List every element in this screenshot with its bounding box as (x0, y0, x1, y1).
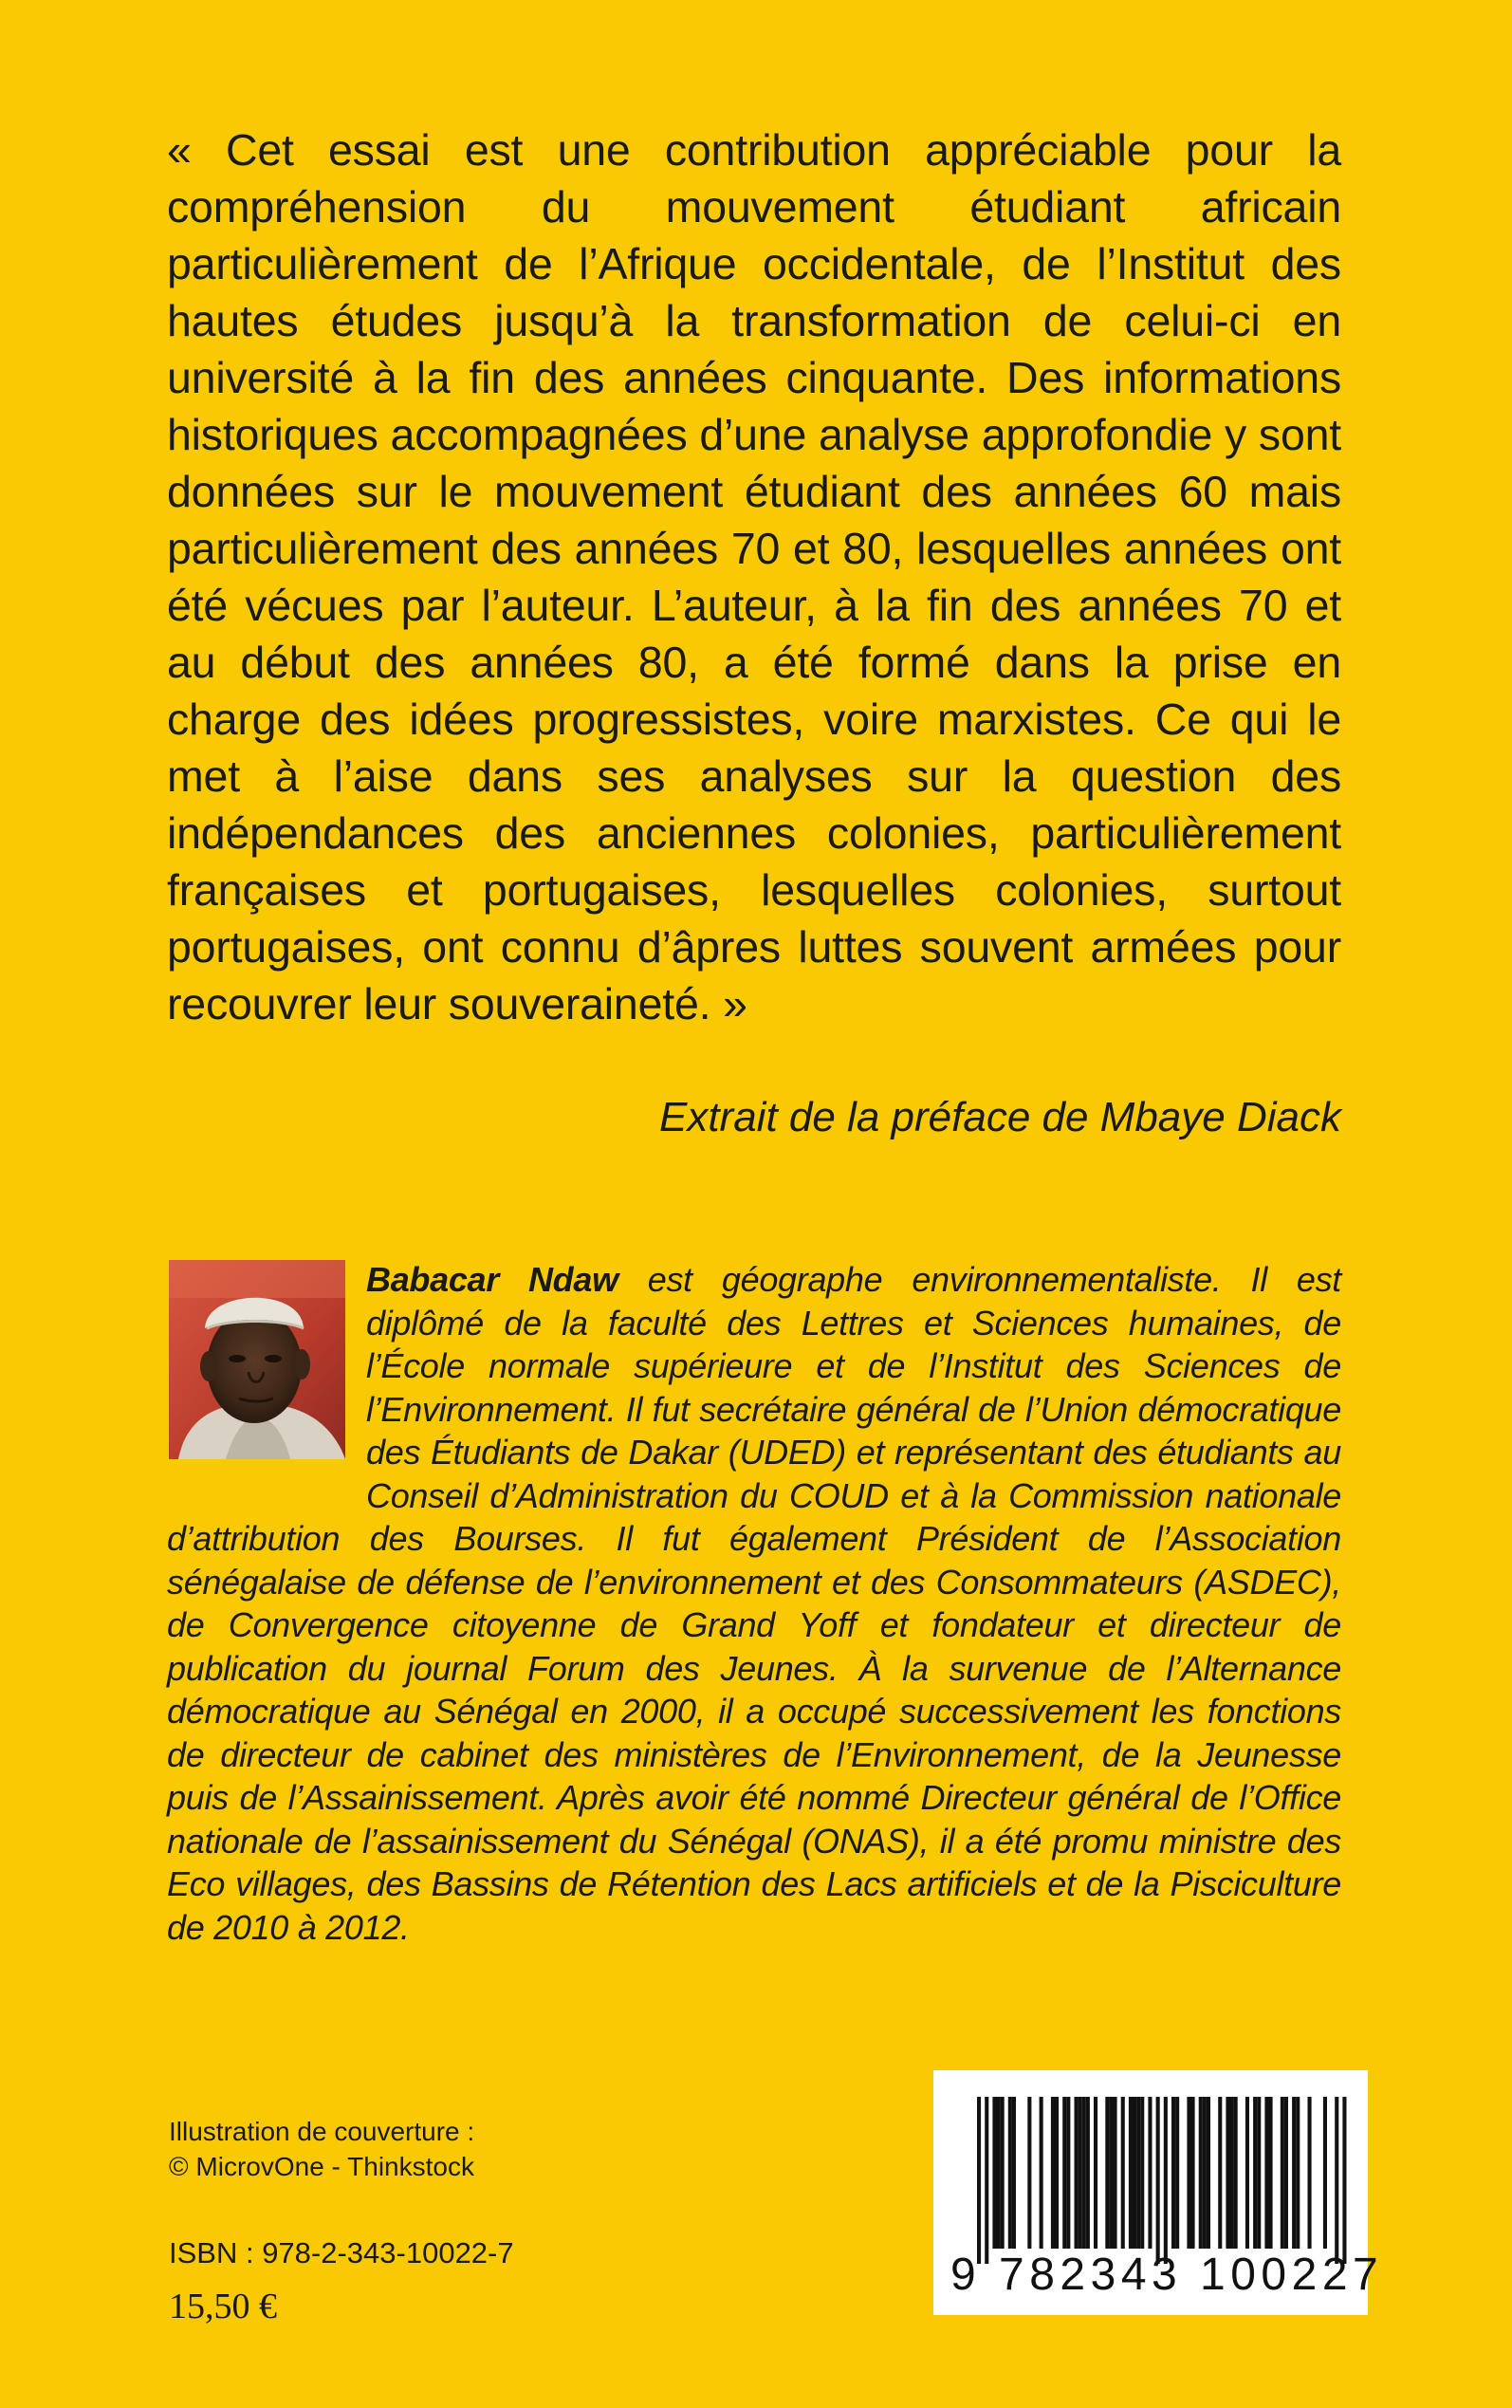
barcode-guard-bar (1156, 2097, 1160, 2264)
barcode-bar (1055, 2097, 1059, 2249)
barcode-bar (1199, 2097, 1203, 2249)
barcode-guard-bar (1164, 2097, 1168, 2264)
barcode-guard-bar (985, 2097, 988, 2264)
barcode-bar (1257, 2097, 1261, 2249)
barcode-bar (1012, 2097, 1016, 2249)
barcode-bar (1148, 2097, 1152, 2249)
author-bio-text: est géographe environnementaliste. Il est diplômé de la faculté des Lettres et Sciences humaines, de l’École normale supérieure et de l’Institut des Sciences de l’Environnement. Il fut secrétaire général de l’Union démocratique des Étudiants de Dakar (UDED) et représentant des étudiants au Conseil d’Administration du COUD et à la Commission nationale d’attribution des Bourses. Il fut également Président de l’Association sénégalaise de défense de l’environnement et des Consommateurs (ASDEC), de Convergence citoyenne de Grand Yoff et fondateur et directeur de publication du journal Forum des Jeunes. À la survenue de l’Alternance démocratique au Sénégal en 2000, il a occupé successivement les fonctions de directeur de cabinet des ministères de l’Environnement, de la Jeunesse puis de l’Assainissement. Après avoir été nommé Directeur général de l’Office nationale de l’assainissement du Sénégal (ONAS), il a été promu ministre des Eco villages, des Bassins de Rétention des Lacs artificiels et de la Pisciculture de 2010 à 2012. (167, 1260, 1341, 1947)
cover-credit-line-2: © MicrovOne - Thinkstock (169, 2152, 474, 2181)
barcode-bar (1234, 2097, 1238, 2249)
barcode-bar (1218, 2097, 1222, 2249)
barcode-bar (1094, 2097, 1097, 2249)
barcode-bar (1175, 2097, 1179, 2249)
price: 15,50 € (169, 2287, 277, 2326)
barcode-bar (1281, 2097, 1284, 2249)
barcode-bar (1079, 2097, 1082, 2249)
barcode-bar (1284, 2097, 1288, 2249)
barcode-bar (1133, 2097, 1136, 2249)
barcode-guard-bar (1342, 2097, 1346, 2264)
barcode-bar (1230, 2097, 1234, 2249)
barcode-bar (1136, 2097, 1140, 2249)
cover-credit-line-1: Illustration de couverture : (169, 2117, 475, 2146)
barcode-bar (1040, 2097, 1043, 2249)
barcode-bar (1121, 2097, 1125, 2249)
author-bio (167, 1258, 1341, 1949)
barcode-guard-bar (1335, 2097, 1338, 2264)
barcode-bar (1308, 2097, 1312, 2249)
barcode-bar (1269, 2097, 1273, 2249)
barcode-bar (1207, 2097, 1210, 2249)
barcode-bar (1129, 2097, 1133, 2249)
barcode-bar (1171, 2097, 1175, 2249)
barcode-digits: 9 782343 100227 (950, 2250, 1384, 2300)
photo-text-wrap-spacer (167, 1258, 366, 1474)
barcode-bar (1066, 2097, 1070, 2249)
author-name: Babacar Ndaw (366, 1260, 618, 1299)
barcode-bar (1062, 2097, 1066, 2249)
barcode-guard-bar (977, 2097, 981, 2264)
barcode-bar (1264, 2097, 1268, 2249)
barcode-bar (1051, 2097, 1055, 2249)
barcode-bar (1187, 2097, 1190, 2249)
barcode-bar (1114, 2097, 1117, 2249)
barcode-bar (1086, 2097, 1090, 2249)
barcode-bar (1253, 2097, 1257, 2249)
barcode-bar (1226, 2097, 1229, 2249)
barcode-bar (1105, 2097, 1109, 2249)
barcode-bar (997, 2097, 1001, 2249)
barcode-bar (1109, 2097, 1113, 2249)
barcode-bar (1075, 2097, 1079, 2249)
barcode-bar (992, 2097, 996, 2249)
barcode-bar (1191, 2097, 1195, 2249)
isbn: ISBN : 978-2-343-10022-7 (169, 2236, 514, 2269)
cover-credit (169, 2114, 474, 2184)
barcode-bar (1140, 2097, 1144, 2249)
barcode-bar (1203, 2097, 1207, 2249)
barcode-bar (1296, 2097, 1300, 2249)
barcode-bar (1027, 2097, 1031, 2249)
barcode-bar (1008, 2097, 1012, 2249)
preface-quote (167, 121, 1341, 1032)
barcode-bar (1001, 2097, 1005, 2249)
quote-attribution: Extrait de la préface de Mbaye Diack (658, 1094, 1341, 1140)
preface-quote-text: « Cet essai est une contribution appréciable pour la compréhension du mouvement étudiant africain particulièrement de l’Afrique occidentale, de l’Institut des hautes études jusqu’à la transformation de celui-ci en université à la fin des années cinquante. Des informations historiques accompagnées d’une analyse approfondie y sont données sur le mouvement étudiant des années 60 mais particulièrement des années 70 et 80, lesquelles années ont été vécues par l’auteur. L’auteur, à la fin des années 70 et au début des années 80, a été formé dans la prise en charge des idées progressistes, voire marxistes. Ce qui le met à l’aise dans ses analyses sur la question des indépendances des anciennes colonies, particulièrement françaises et portugaises, lesquelles colonies, surtout portugaises, ont connu d’âpres luttes souvent armées pour recouvrer leur souveraineté. » (167, 125, 1341, 1028)
barcode-bar (1245, 2097, 1249, 2249)
barcode-bar (1323, 2097, 1327, 2249)
barcode-bar (1292, 2097, 1296, 2249)
barcode (933, 2070, 1384, 2315)
barcode-bar (1082, 2097, 1086, 2249)
